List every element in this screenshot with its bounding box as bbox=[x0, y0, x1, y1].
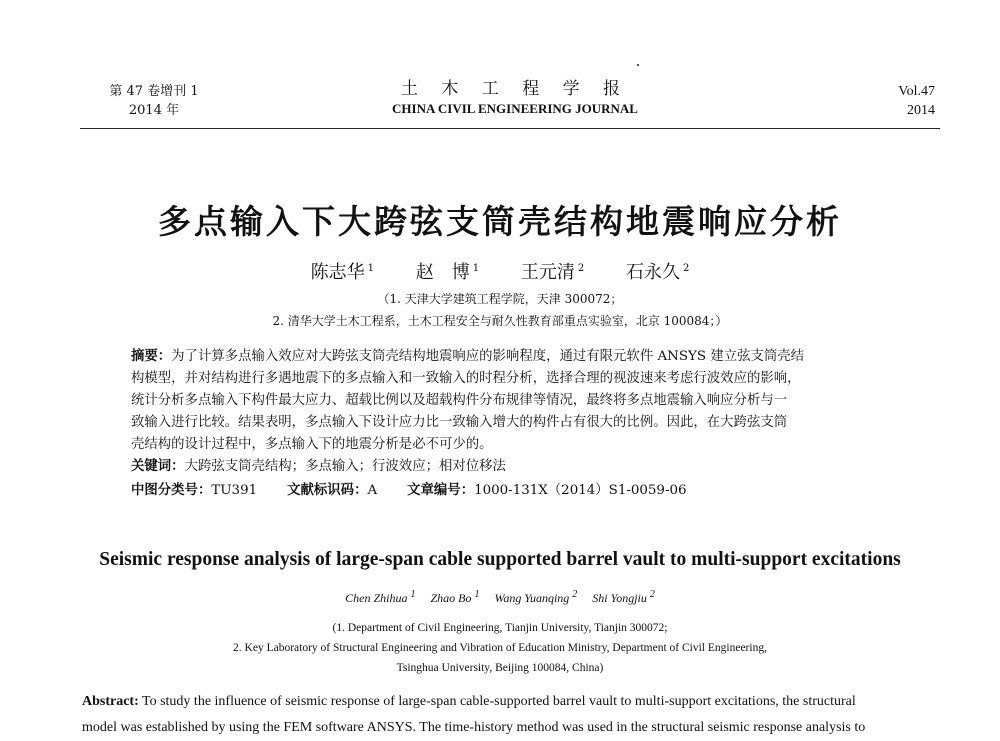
article-number: 1000-131X（2014）S1-0059-06 bbox=[474, 483, 687, 498]
keywords-cn-text: 大跨弦支筒壳结构；多点输入；行波效应；相对位移法 bbox=[184, 459, 506, 474]
keywords-cn bbox=[131, 456, 891, 478]
affiliation-en-1: (1. Department of Civil Engineering, Tianjin University, Tianjin 300072; bbox=[332, 622, 668, 634]
authors-cn bbox=[0, 258, 1000, 284]
author-en: Shi Yongjiu $^2$ bbox=[592, 589, 655, 605]
header-center bbox=[360, 78, 670, 118]
paper-title-cn: 多点输入下大跨弦支筒壳结构地震响应分析 bbox=[158, 202, 842, 241]
journal-name-cn: 土 木 工 程 学 报 bbox=[400, 79, 630, 99]
affiliation-en-2: 2. Key Laboratory of Structural Engineering and Vibration of Education Ministry, Department of Civil Engineering, bbox=[233, 642, 767, 654]
year-cn: 2014 年 bbox=[128, 103, 180, 118]
author-en: Zhao Bo $^1$ bbox=[430, 589, 480, 605]
abstract-en-line: Abstract: To study the influence of seismic response of large-span cable-supported barrel vault to multi-support excitations, the structural bbox=[82, 694, 856, 709]
abstract-en-label: Abstract: bbox=[82, 694, 139, 709]
abstract-cn-label: 摘要： bbox=[131, 349, 172, 364]
author-en: Wang Yuanqing $^2$ bbox=[494, 589, 578, 605]
author-cn: 王元清 $^2$ bbox=[520, 262, 585, 283]
header-left bbox=[104, 82, 204, 120]
abstract-cn-line: 构模型，并对结构进行多遇地震下的多点输入和一致输入的时程分析，选择合理的视波速来考虑行波效应的影响， bbox=[131, 371, 801, 386]
abstract-cn-line: 壳结构的设计过程中，多点输入下的地震分析是必不可少的。 bbox=[131, 437, 493, 452]
abstract-cn bbox=[131, 346, 891, 456]
keywords-cn-label: 关键词： bbox=[131, 459, 185, 474]
document-code: A bbox=[367, 483, 378, 498]
abstract-en-line: model was established by using the FEM software ANSYS. The time-history method was used in the structural seismic response analysis to bbox=[82, 720, 866, 735]
abstract-cn-line: 统计分析多点输入下构件最大应力、超载比例以及超载构件分布规律等情况，最终将多点地震输入响应分析与一 bbox=[131, 393, 788, 408]
abstract-cn-line: 摘要：为了计算多点输入效应对大跨弦支筒壳结构地震响应的影响程度，通过有限元软件 ANSYS 建立弦支筒壳结 bbox=[131, 349, 805, 364]
volume-issue: 第 47 卷增刊 1 bbox=[109, 84, 199, 99]
journal-name-en: CHINA CIVIL ENGINEERING JOURNAL bbox=[392, 101, 638, 116]
authors-en bbox=[0, 589, 1000, 606]
author-cn: 石永久 $^2$ bbox=[625, 262, 690, 283]
affiliation-cn-2: 2. 清华大学土木工程系，土木工程安全与耐久性教育部重点实验室，北京 100084；） bbox=[272, 314, 728, 328]
scan-speck bbox=[637, 64, 639, 66]
header-right bbox=[855, 82, 935, 120]
year-en: 2014 bbox=[907, 103, 935, 118]
affiliation-en-3: Tsinghua University, Beijing 100084, China) bbox=[396, 662, 604, 674]
author-cn: 赵 博 $^1$ bbox=[415, 262, 480, 283]
abstract-cn-line: 致输入进行比较。结果表明，多点输入下设计应力比一致输入增大的构件占有很大的比例。因此，在大跨弦支筒 bbox=[131, 415, 788, 430]
author-en: Chen Zhihua $^1$ bbox=[345, 589, 416, 605]
author-cn: 陈志华 $^1$ bbox=[310, 262, 375, 283]
clc-number: TU391 bbox=[211, 483, 258, 498]
paper-title-en: Seismic response analysis of large-span cable supported barrel vault to multi-support excitations bbox=[99, 549, 901, 570]
affiliation-cn-1: （1. 天津大学建筑工程学院，天津 300072； bbox=[377, 292, 623, 306]
volume-en: Vol.47 bbox=[898, 84, 935, 99]
abstract-en bbox=[82, 689, 942, 741]
header-rule bbox=[80, 128, 940, 129]
classification-cn: 中图分类号：TU391 文献标识码：A 文章编号：1000-131X（2014）S1-0059-06 bbox=[131, 483, 687, 498]
